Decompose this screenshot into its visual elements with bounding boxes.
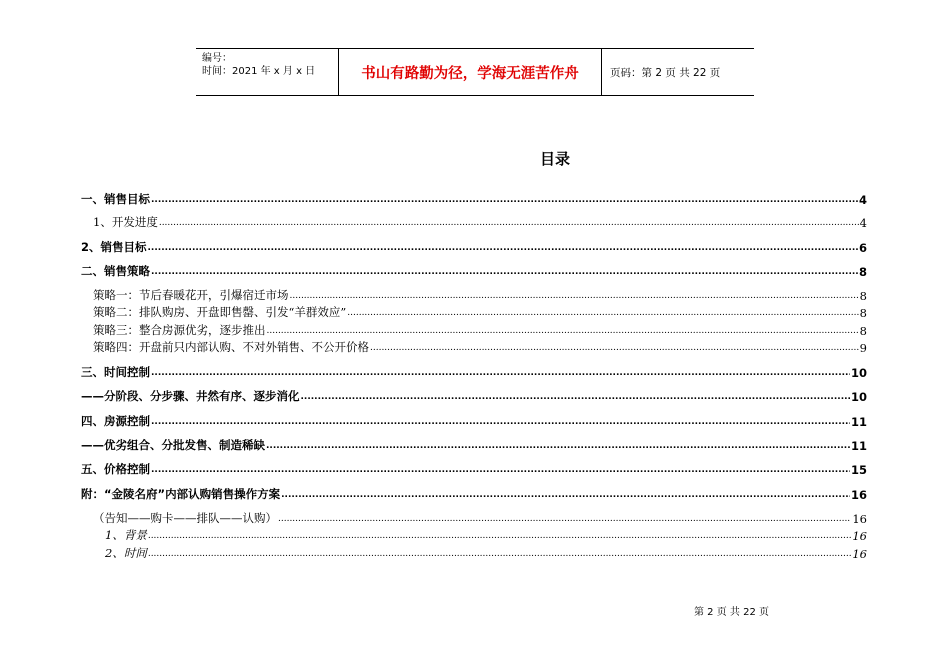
toc-entry-page: 16 <box>852 512 867 526</box>
toc-title: 目录 <box>539 150 570 168</box>
toc-entry-label: 附：“金陵名府”内部认购销售操作方案 <box>81 487 281 501</box>
toc-leader-dots <box>347 306 858 320</box>
header-info-cell <box>196 49 339 95</box>
toc-leader-dots <box>267 324 859 338</box>
toc-entry[interactable] <box>81 239 867 255</box>
toc-entry-label: 策略四：开盘前只内部认购、不对外销售、不公开价格 <box>93 340 369 354</box>
toc-entry-page: 15 <box>850 463 867 477</box>
toc-leader-dots <box>148 241 858 255</box>
toc-entry[interactable] <box>93 339 867 355</box>
toc-entry[interactable] <box>81 486 867 502</box>
toc-entry-label: 1、开发进度 <box>93 215 158 229</box>
toc-entry-label: 三、时间控制 <box>81 365 150 379</box>
toc-entry[interactable] <box>81 191 867 207</box>
toc-entry[interactable] <box>93 304 867 320</box>
toc-entry-page: 9 <box>859 341 867 355</box>
toc-leader-dots <box>370 341 859 355</box>
toc-entry-page: 16 <box>852 547 867 561</box>
toc-leader-dots <box>151 415 850 429</box>
toc-entry-label: 策略二：排队购房、开盘即售罄、引发“羊群效应” <box>93 305 347 319</box>
toc-entry[interactable] <box>105 527 867 543</box>
toc-entry-page: 8 <box>859 324 867 338</box>
toc-entry-label: 五、价格控制 <box>81 462 150 476</box>
document-time-label: 时间：2021 年 x 月 x 日 <box>202 66 316 77</box>
toc-entry-page: 4 <box>859 216 867 230</box>
toc-entry-label: ——优劣组合、分批发售、制造稀缺 <box>81 438 265 452</box>
toc-leader-dots <box>148 547 852 561</box>
toc-entry-label: ——分阶段、分步骤、井然有序、逐步消化 <box>81 389 300 403</box>
toc-entry[interactable] <box>81 413 867 429</box>
toc-leader-dots <box>266 439 850 453</box>
header-page-info: 页码：第 2 页 共 22 页 <box>610 66 721 79</box>
toc-leader-dots <box>151 366 850 380</box>
toc-leader-dots <box>151 463 850 477</box>
toc-entry-page: 10 <box>850 366 867 380</box>
toc-entry-label: 一、销售目标 <box>81 192 150 206</box>
toc-entry[interactable] <box>93 322 867 338</box>
toc-entry-label: 1、背景 <box>105 528 147 542</box>
toc-entry-label: 策略一：节后春暖花开，引爆宿迁市场 <box>93 288 289 302</box>
toc-entry[interactable] <box>105 545 867 561</box>
toc-entry[interactable] <box>81 437 867 453</box>
toc-leader-dots <box>290 289 859 303</box>
toc-entry-page: 16 <box>850 488 867 502</box>
toc-leader-dots <box>151 265 858 279</box>
toc-entry[interactable] <box>93 510 867 526</box>
toc-entry-label: 四、房源控制 <box>81 414 150 428</box>
toc-leader-dots <box>151 193 858 207</box>
page-header <box>196 48 754 96</box>
toc-entry[interactable] <box>81 388 867 404</box>
toc-leader-dots <box>301 390 850 404</box>
toc-entry[interactable] <box>93 287 867 303</box>
toc-entry[interactable] <box>81 263 867 279</box>
header-motto: 书山有路勤为径，学海无涯苦作舟 <box>339 49 602 95</box>
toc-entry-label: （告知——购卡——排队——认购） <box>93 511 277 525</box>
toc-leader-dots <box>281 488 850 502</box>
toc-entry-page: 10 <box>850 390 867 404</box>
toc-entry-page: 8 <box>859 289 867 303</box>
toc-leader-dots <box>159 216 859 230</box>
toc-entry-page: 11 <box>850 415 867 429</box>
toc-entry-page: 8 <box>859 306 867 320</box>
toc-entry-page: 6 <box>858 241 867 255</box>
toc-entry-label: 2、时间 <box>105 546 147 560</box>
toc-leader-dots <box>278 512 851 526</box>
toc-entry-label: 二、销售策略 <box>81 264 150 278</box>
toc-entry-page: 11 <box>850 439 867 453</box>
toc-entry-page: 16 <box>852 529 867 543</box>
toc-entry-label: 2、销售目标 <box>81 240 147 254</box>
document-number-label: 编号： <box>202 53 232 64</box>
toc-entry-label: 策略三：整合房源优劣，逐步推出 <box>93 323 266 337</box>
toc-entry-page: 8 <box>858 265 867 279</box>
toc-leader-dots <box>148 529 852 543</box>
toc-entry-page: 4 <box>858 193 867 207</box>
toc-entry[interactable] <box>81 364 867 380</box>
toc-entry[interactable] <box>93 214 867 230</box>
toc-entry[interactable] <box>81 461 867 477</box>
page-footer: 第 2 页 共 22 页 <box>694 607 769 618</box>
